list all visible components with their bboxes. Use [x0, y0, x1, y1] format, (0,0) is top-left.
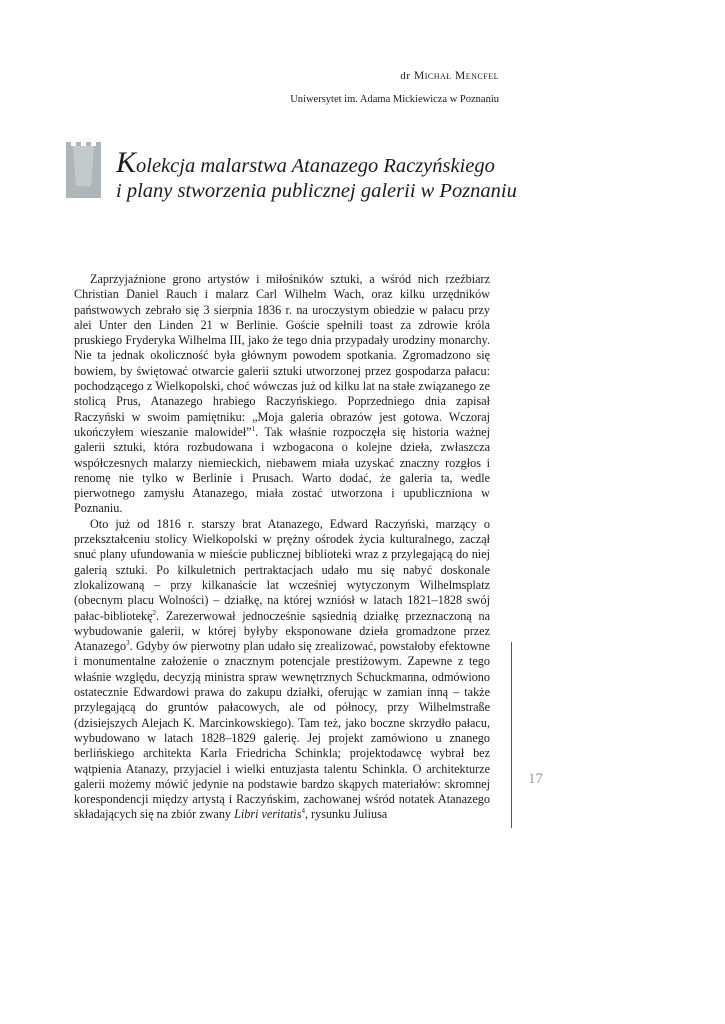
- paragraph-2: [74, 517, 490, 823]
- margin-rule: [511, 642, 512, 828]
- paragraph-1: [74, 272, 490, 517]
- footnote-ref: 2: [152, 608, 157, 617]
- paragraph-text: . Tak właśnie rozpoczęła się historia ważnej galerii sztuki, która rozbudowana i wzbogacona o kolejne dzieła, zwłaszcza współczesnych malarzy niemieckich, niebawem miała uzyskać znaczny rozgłos i renomę nie tylko w Berlinie i Prusach. Warto dodać, że galeria ta, wedle pierwotnego zamysłu Atanazego, miała zostać utworzona i upubliczniona w Poznaniu.: [74, 424, 490, 516]
- title-line-1: [116, 146, 517, 179]
- author-name: Michał Mencfel: [414, 70, 499, 82]
- article-title: [116, 146, 517, 204]
- page-number: 17: [528, 771, 543, 787]
- article-body: [74, 272, 490, 823]
- footnote-ref: 1: [251, 424, 256, 433]
- title-drop-cap: K: [116, 146, 137, 179]
- book-title: Libri veritatis: [234, 807, 302, 822]
- tower-icon: [66, 142, 101, 198]
- author-line: [400, 70, 499, 82]
- author-title: dr: [400, 70, 411, 82]
- title-line-1-text: olekcja malarstwa Atanazego Raczyńskiego: [136, 155, 495, 177]
- paragraph-text: , rysunku Juliusa: [304, 807, 388, 822]
- paragraph-text: . Zarezerwował jednocześnie sąsiednią działkę przeznaczoną na wybudowanie galerii, w której byłyby eksponowane dzieła gromadzone przez Atanazego: [74, 608, 490, 654]
- title-line-2: i plany stworzenia publicznej galerii w Poznaniu: [116, 180, 517, 202]
- footnote-ref: 3: [126, 639, 130, 648]
- footnote-ref: 4: [301, 807, 305, 816]
- paragraph-text: . Gdyby ów pierwotny plan udało się zrealizować, powstałoby efektowne i monumentalne założenie o znacznym potencjale prestiżowym. Zapewne z tego właśnie względu, decyzją ministra spraw wewnętrznych Schuckmanna, odmówiono ostatecznie Edwardowi prawa do zakupu działki, oferując w zamian inną – także przylegającą do gruntów pałacowych, ale od północy, przy Wilhelmstraße (dzisiejszych Alejach K. Marcinkowskiego). Tam też, jako boczne skrzydło pałacu, wybudowano w latach 1828–1829 galerię. Jej projekt zamówiono u znanego berlińskiego architekta Karla Friedricha Schinkla; projektodawcę wybrał bez wątpienia Atanazy, przyjaciel i wielki entuzjasta talentu Schinkla. O architekturze galerii możemy mówić jedynie na podstawie bardzo skąpych materiałów: skromnej korespondencji między artystą i Raczyńskim, zachowanej wśród notatek Atanazego składających się na zbiór zwany: [74, 639, 490, 822]
- paragraph-text: Zaprzyjaźnione grono artystów i miłośników sztuki, a wśród nich rzeźbiarz Christian Daniel Rauch i malarz Carl Wilhelm Wach, oraz kilku urzędników państwowych zebrało się 3 sierpnia 1836 r. na uroczystym obiedzie w pałacu przy alei Unter den Linden 21 w Berlinie. Goście spełnili toast za zdrowie króla pruskiego Fryderyka Wilhelma III, jako że tego dnia przypadały urodziny monarchy. Nie ta jednak okoliczność była głównym powodem spotkania. Zgromadzono się bowiem, by świętować otwarcie galerii sztuki utworzonej przez gospodarza pałacu: pochodzącego z Wielkopolski, choć wówczas już od kilku lat na stałe związanego ze stolicą Prus, Atanazego hrabiego Raczyńskiego. Poprzedniego dnia zapisał Raczyński w swoim pamiętniku: „Moja galeria obrazów jest gotowa. Wczoraj ukończyłem wieszanie malowideł”: [74, 272, 490, 439]
- paragraph-text: Oto już od 1816 r. starszy brat Atanazego, Edward Raczyński, marzący o przekształceniu stolicy Wielkopolski w prężny ośrodek życia kulturalnego, zaczął snuć plany ufundowania w mieście publicznej biblioteki wraz z przylegającą do niej galerią sztuki. Po kilkuletnich pertraktacjach udało mu się nabyć doskonale zlokalizowaną – przy kilkanaście lat wcześniej wytyczonym Wilhelmsplatz (obecnym placu Wolności) – działkę, na której wzniósł w latach 1821–1828 swój pałac-bibliotekę: [74, 516, 490, 623]
- affiliation: Uniwersytet im. Adama Mickiewicza w Poznaniu: [290, 94, 499, 105]
